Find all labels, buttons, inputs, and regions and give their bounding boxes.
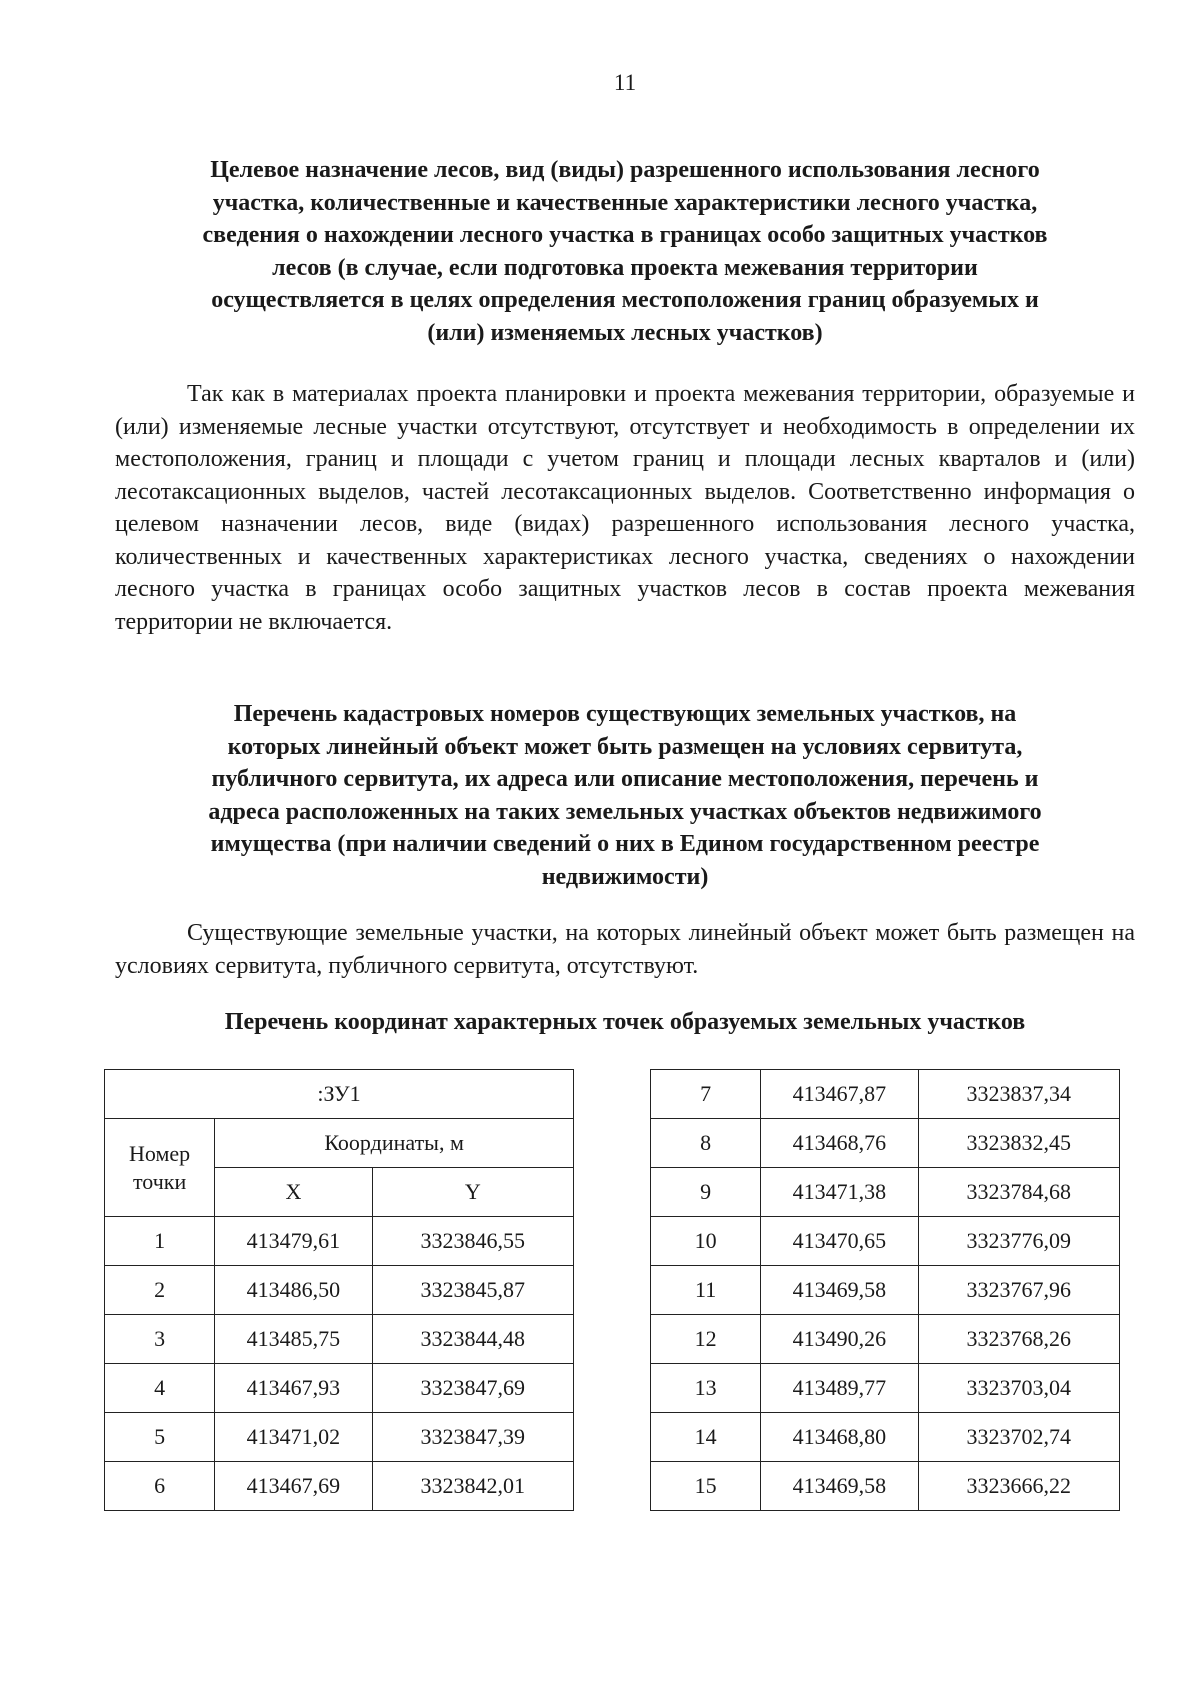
x-coordinate-cell: 413469,58 — [761, 1266, 918, 1315]
point-number-cell: 11 — [651, 1266, 761, 1315]
y-coordinate-cell: 3323768,26 — [918, 1315, 1119, 1364]
page-number: 11 — [613, 70, 637, 95]
point-number-cell: 13 — [651, 1364, 761, 1413]
heading-line: лесов (в случае, если подготовка проекта межевания территории — [272, 254, 978, 281]
heading-line: адреса расположенных на таких земельных участках объектов недвижимого — [208, 798, 1042, 825]
heading-line: участка, количественные и качественные характеристики лесного участка, — [212, 189, 1038, 216]
heading-line: недвижимости) — [541, 863, 709, 890]
table-row — [105, 1266, 574, 1315]
coordinates-table-right — [650, 1069, 1120, 1511]
x-coordinate-cell: 413490,26 — [761, 1315, 918, 1364]
heading-line: осуществляется в целях определения местоположения границ образуемых и — [211, 287, 1039, 313]
x-coordinate-cell: 413469,58 — [761, 1462, 918, 1511]
heading-line: (или) изменяемых лесных участков) — [427, 319, 823, 346]
y-coordinate-cell: 3323846,55 — [372, 1217, 573, 1266]
point-number-cell: 1 — [105, 1217, 215, 1266]
heading-line: Перечень кадастровых номеров существующих земельных участков, на — [233, 701, 1017, 727]
forest-purpose-paragraph: Так как в материалах проекта планировки и проекта межевания территории, образуемые и (или) изменяемые лесные участки отсутствуют, отсутствует и необходимость в определении их местоположения, границ и площади с учетом границ и площади лесных кварталов и (или) лесотаксационных выделов, частей лесотаксационных выделов. Соответственно информация о целевом назначении лесов, виде (видах) разрешенного использования лесного участка, количественных и качественных характеристиках лесного участка, сведениях о нахождении лесного участка в границах особо защитных участков лесов в состав проекта межевания территории не включается. — [115, 381, 1135, 635]
point-number-cell: 14 — [651, 1413, 761, 1462]
y-coordinate-cell: 3323666,22 — [918, 1462, 1119, 1511]
x-coordinate-cell: 413467,69 — [215, 1462, 372, 1511]
point-number-cell: 15 — [651, 1462, 761, 1511]
point-number-cell: 2 — [105, 1266, 215, 1315]
coordinates-table-left — [104, 1069, 574, 1511]
point-number-cell: 9 — [651, 1168, 761, 1217]
point-number-header: Номер точки — [105, 1119, 215, 1217]
x-coordinate-cell: 413467,87 — [761, 1070, 918, 1119]
x-coordinate-cell: 413486,50 — [215, 1266, 372, 1315]
table-row — [651, 1413, 1120, 1462]
y-coordinate-cell: 3323767,96 — [918, 1266, 1119, 1315]
point-number-cell: 8 — [651, 1119, 761, 1168]
section-heading-coordinates: Перечень координат характерных точек образуемых земельных участков — [224, 1009, 1026, 1035]
table-header-row — [105, 1070, 574, 1119]
y-coordinate-cell: 3323776,09 — [918, 1217, 1119, 1266]
table-row — [651, 1266, 1120, 1315]
point-number-cell: 5 — [105, 1413, 215, 1462]
section-heading-forest-purpose — [110, 154, 1140, 349]
heading-line: публичного сервитута, их адреса или описание местоположения, перечень и — [211, 766, 1039, 792]
y-coordinate-cell: 3323844,48 — [372, 1315, 573, 1364]
table-row — [105, 1462, 574, 1511]
cadastral-paragraph: Существующие земельные участки, на которых линейный объект может быть размещен на условиях сервитута, публичного сервитута, отсутствуют. — [115, 920, 1135, 979]
table-row — [651, 1364, 1120, 1413]
heading-line: Целевое назначение лесов, вид (виды) разрешенного использования лесного — [210, 157, 1040, 183]
table-row — [105, 1413, 574, 1462]
table-row — [651, 1315, 1120, 1364]
table-row — [651, 1217, 1120, 1266]
y-coordinate-cell: 3323847,39 — [372, 1413, 573, 1462]
table-row — [105, 1315, 574, 1364]
x-coordinate-cell: 413471,38 — [761, 1168, 918, 1217]
point-number-cell: 3 — [105, 1315, 215, 1364]
x-header: X — [215, 1168, 372, 1217]
x-coordinate-cell: 413489,77 — [761, 1364, 918, 1413]
y-coordinate-cell: 3323832,45 — [918, 1119, 1119, 1168]
point-number-cell: 6 — [105, 1462, 215, 1511]
y-coordinate-cell: 3323842,01 — [372, 1462, 573, 1511]
x-coordinate-cell: 413470,65 — [761, 1217, 918, 1266]
y-coordinate-cell: 3323837,34 — [918, 1070, 1119, 1119]
x-coordinate-cell: 413471,02 — [215, 1413, 372, 1462]
heading-line: сведения о нахождении лесного участка в границах особо защитных участков — [202, 222, 1048, 248]
x-coordinate-cell: 413467,93 — [215, 1364, 372, 1413]
parcel-label-cell: :ЗУ1 — [105, 1070, 574, 1119]
x-coordinate-cell: 413485,75 — [215, 1315, 372, 1364]
section-heading-cadastral-list — [110, 698, 1140, 893]
point-number-cell: 12 — [651, 1315, 761, 1364]
point-number-cell: 4 — [105, 1364, 215, 1413]
table-row — [105, 1364, 574, 1413]
x-coordinate-cell: 413468,80 — [761, 1413, 918, 1462]
table-header-row — [105, 1119, 574, 1168]
y-coordinate-cell: 3323845,87 — [372, 1266, 573, 1315]
point-number-cell: 10 — [651, 1217, 761, 1266]
y-coordinate-cell: 3323703,04 — [918, 1364, 1119, 1413]
y-coordinate-cell: 3323702,74 — [918, 1413, 1119, 1462]
y-coordinate-cell: 3323847,69 — [372, 1364, 573, 1413]
heading-line: имущества (при наличии сведений о них в Едином государственном реестре — [210, 831, 1040, 857]
heading-line: которых линейный объект может быть размещен на условиях сервитута, — [227, 733, 1023, 760]
table-row — [651, 1168, 1120, 1217]
x-coordinate-cell: 413468,76 — [761, 1119, 918, 1168]
y-coordinate-cell: 3323784,68 — [918, 1168, 1119, 1217]
coordinates-header: Координаты, м — [215, 1119, 574, 1168]
table-row — [651, 1119, 1120, 1168]
point-number-cell: 7 — [651, 1070, 761, 1119]
table-row — [651, 1462, 1120, 1511]
x-coordinate-cell: 413479,61 — [215, 1217, 372, 1266]
y-header: Y — [372, 1168, 573, 1217]
table-row — [105, 1217, 574, 1266]
table-row — [651, 1070, 1120, 1119]
